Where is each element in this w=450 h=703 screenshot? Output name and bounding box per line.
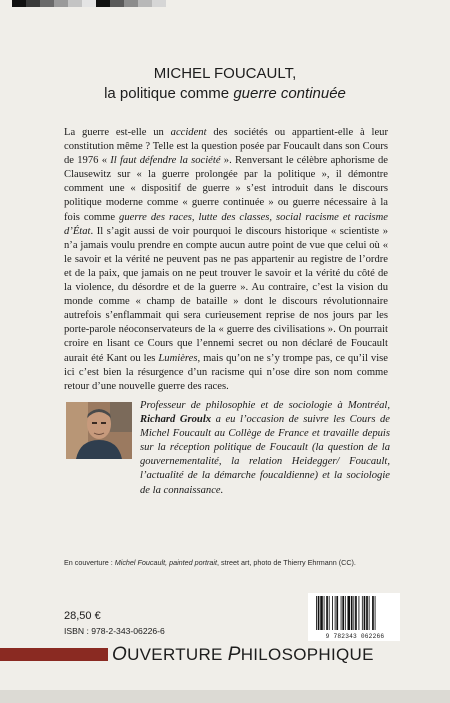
color-swatch xyxy=(68,0,82,7)
summary-part-4: . Il s’agit aussi de voir pourquoi le discours historique « scientiste » n’a jamais voulu prendre en compte aucun autre point de vue que celui où « le savoir et la vérité ne peuvent pas ne pas appartenir au registre de l’ordre et de la paix, que jamais on ne peut trouver le savoir et la vérité du côté de la violence, du désordre et de la guerre ». Au contraire, c’est la vision du monde comme « champ de bataille » dont le discours révolutionnaire autrefois s’enflammait qui sera curieusement reprise de nos jours par les porte-parole néoconservateurs de la « guerre des civilisations ». On pourrait croire en lisant ce Cours que l’ennemi secret ou non déclaré de Foucault aurait été Kant ou les xyxy=(64,225,388,364)
summary-em-3: guerre des races, lutte des classes, social racisme et racisme d’État xyxy=(64,211,389,237)
credit-italic: Michel Foucault, painted portrait xyxy=(114,558,218,567)
book-title xyxy=(0,64,450,104)
barcode-bar xyxy=(336,596,338,630)
barcode-bar xyxy=(375,596,376,630)
color-swatch xyxy=(40,0,54,7)
barcode-bar xyxy=(364,596,366,630)
title-line-2 xyxy=(0,84,450,104)
isbn: ISBN : 978-2-343-06226-6 xyxy=(64,626,165,636)
book-summary xyxy=(64,126,388,394)
collection-hilosophique: HILOSOPHIQUE xyxy=(240,645,374,664)
barcode-bars xyxy=(314,596,394,632)
barcode-bar xyxy=(347,596,350,630)
barcode-bar xyxy=(316,596,317,630)
collection-color-bar xyxy=(0,648,108,661)
barcode-number: 9 782343 062266 xyxy=(325,633,385,640)
barcode-bar xyxy=(326,596,328,630)
bottom-print-strip xyxy=(0,690,450,703)
barcode-bar xyxy=(372,596,374,630)
bio-part-2: a eu l’occasion de suivre les Cours de Michel Foucault au Collège de France et travaille depuis sur la réception politique de Foucault (la question de la gouvernementalité, la relation Heidegger/ Foucault, l’actualité de la démarche foucaldienne) et la sociologie de la connaissance. xyxy=(140,414,391,496)
summary-part-2: des sociétés ou appartient-elle à leur constitution même ? Telle est la question posée par Foucault dans son Cours de 1976 « xyxy=(64,127,388,167)
author-bio xyxy=(140,399,390,498)
bio-part-1: Professeur de philosophie et de sociologie à Montréal, xyxy=(140,400,390,411)
summary-part-1: La guerre est-elle un xyxy=(64,127,171,138)
barcode-bar xyxy=(353,596,354,630)
barcode-bar xyxy=(345,596,346,630)
color-swatch xyxy=(124,0,138,7)
color-swatch xyxy=(96,0,110,7)
summary-part-3: ». Renversant le célèbre aphorisme de Clausewitz sur « la guerre prolongée par la politique », il démontre comment une « dispositif de guerre » s’est introduit dans le discours politique moderne comme « guerre continuée » ou guerre nécessaire à la fois comme xyxy=(64,155,388,223)
title-line-1: MICHEL FOUCAULT, xyxy=(153,65,297,82)
barcode-bar xyxy=(320,596,323,630)
color-swatch xyxy=(12,0,26,7)
barcode-bar xyxy=(318,596,320,630)
color-swatch xyxy=(82,0,96,7)
print-color-swatches xyxy=(12,0,166,7)
barcode-bar xyxy=(332,596,333,630)
color-swatch xyxy=(152,0,166,7)
barcode-bar xyxy=(366,596,368,630)
credit-suffix: , street art, photo de Thierry Ehrmann (CC). xyxy=(217,558,356,567)
credit-prefix: En couverture : xyxy=(64,558,115,567)
color-swatch xyxy=(110,0,124,7)
author-photo xyxy=(66,402,132,459)
collection-uverture: UVERTURE xyxy=(127,645,228,664)
barcode-bar xyxy=(324,596,325,630)
barcode-bar xyxy=(355,596,357,630)
cover-credit xyxy=(64,558,394,567)
author-name: Richard Groulx xyxy=(140,414,212,426)
barcode-bar xyxy=(329,596,330,630)
color-swatch xyxy=(26,0,40,7)
collection-name xyxy=(112,644,374,666)
barcode-bar xyxy=(341,596,342,630)
price: 28,50 € xyxy=(64,610,101,622)
summary-em-1: accident xyxy=(170,127,207,138)
barcode-bar xyxy=(335,596,336,630)
barcode-bar xyxy=(351,596,353,630)
summary-em-2: Il faut défendre la société xyxy=(110,155,221,167)
barcode-bar xyxy=(342,596,344,630)
color-swatch xyxy=(138,0,152,7)
barcode-bar xyxy=(369,596,370,630)
title-line-2-italic: guerre continuée xyxy=(233,85,346,102)
barcode xyxy=(308,593,400,641)
barcode-bar xyxy=(359,596,360,630)
summary-part-5: , mais qu’on ne s’y trompe pas, ce qu’il vise ici c’est bien la résurgence d’un racisme qui n’ose dire son nom comme retour d’une nouvelle guerre des races. xyxy=(64,352,388,392)
collection-p: P xyxy=(227,644,241,665)
collection-o: O xyxy=(112,644,128,665)
color-swatch xyxy=(54,0,68,7)
barcode-bar xyxy=(362,596,363,630)
summary-em-4: Lumières xyxy=(158,352,198,364)
title-line-2-prefix: la politique comme xyxy=(104,85,234,102)
